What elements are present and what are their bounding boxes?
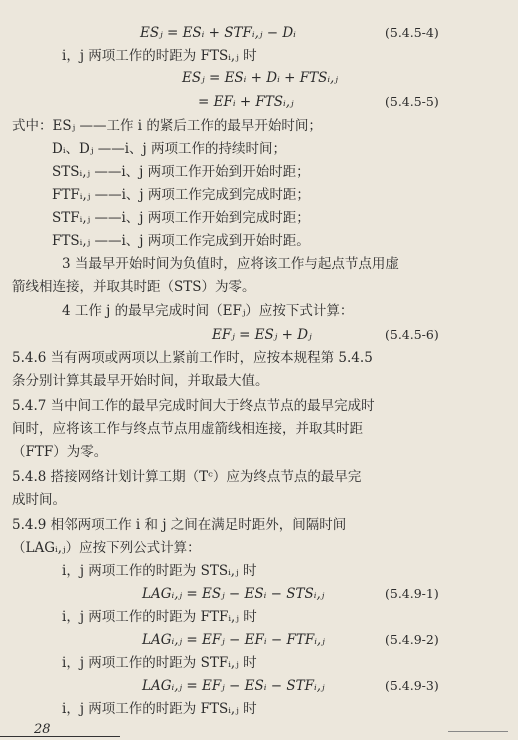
formula-5-4-9-1: LAGᵢ,ⱼ = ESⱼ − ESᵢ − STSᵢ,ⱼ — [142, 586, 325, 602]
condition-line: i，j 两项工作的时距为 STFᵢ,ⱼ 时 — [62, 655, 257, 671]
footer-rule — [0, 736, 120, 737]
clause-5-4-9: 5.4.9 相邻两项工作 i 和 j 之间在满足时距外，间隔时间 — [12, 517, 347, 533]
definition-line: FTFᵢ,ⱼ ——i、j 两项工作完成到完成时距； — [52, 187, 310, 203]
formula-5-4-5-5a: ESⱼ = ESᵢ + Dᵢ + FTSᵢ,ⱼ — [182, 70, 338, 86]
definition-line: Dᵢ、Dⱼ ——i、j 两项工作的持续时间； — [52, 141, 287, 157]
paragraph-line: 4 工作 j 的最早完成时间（EFⱼ）应按下式计算： — [62, 303, 354, 319]
clause-5-4-7: 5.4.7 当中间工作的最早完成时间大于终点节点的最早完成时 — [12, 398, 375, 414]
formula-number: (5.4.9-1) — [385, 586, 439, 601]
paragraph-line: 箭线相连接，并取其时距（STS）为零。 — [12, 279, 256, 295]
definition-line: FTSᵢ,ⱼ ——i、j 两项工作完成到开始时距。 — [52, 233, 310, 249]
clause-5-4-6: 5.4.6 当有两项或两项以上紧前工作时，应按本规程第 5.4.5 — [12, 350, 373, 366]
formula-number: (5.4.9-3) — [385, 678, 439, 693]
condition-line: i，j 两项工作的时距为 STSᵢ,ⱼ 时 — [62, 563, 257, 579]
definition-line: 式中：ESⱼ ——工作 i 的紧后工作的最早开始时间； — [12, 118, 322, 134]
paragraph-line: 3 当最早开始时间为负值时，应将该工作与起点节点用虚 — [62, 256, 399, 272]
paragraph-line: 间时，应将该工作与终点节点用虚箭线相连接，并取其时距 — [12, 421, 363, 437]
paragraph-line: （FTF）为零。 — [12, 444, 108, 460]
formula-5-4-5-6: EFⱼ = ESⱼ + Dⱼ — [212, 327, 312, 343]
paragraph-line: 成时间。 — [12, 492, 66, 508]
formula-number: (5.4.5-4) — [385, 25, 439, 40]
formula-number: (5.4.9-2) — [385, 632, 439, 647]
formula-5-4-5-4: ESⱼ = ESᵢ + STFᵢ,ⱼ − Dᵢ — [140, 25, 296, 41]
clause-5-4-8: 5.4.8 搭接网络计划计算工期（Tᶜ）应为终点节点的最早完 — [12, 469, 362, 485]
condition-line: i，j 两项工作的时距为 FTSᵢ,ⱼ 时 — [62, 701, 257, 717]
paragraph-line: （LAGᵢ,ⱼ）应按下列公式计算： — [12, 540, 201, 556]
formula-5-4-9-2: LAGᵢ,ⱼ = EFⱼ − EFᵢ − FTFᵢ,ⱼ — [142, 632, 325, 648]
definition-line: STFᵢ,ⱼ ——i、j 两项工作开始到完成时距； — [52, 210, 310, 226]
footer-rule-right — [448, 731, 508, 732]
definition-line: STSᵢ,ⱼ ——i、j 两项工作开始到开始时距； — [52, 164, 310, 180]
condition-line: i，j 两项工作的时距为 FTFᵢ,ⱼ 时 — [62, 609, 257, 625]
formula-number: (5.4.5-5) — [385, 94, 439, 109]
formula-5-4-5-5b: = EFᵢ + FTSᵢ,ⱼ — [198, 94, 294, 110]
paragraph-line: 条分别计算其最早开始时间，并取最大值。 — [12, 373, 269, 389]
formula-5-4-9-3: LAGᵢ,ⱼ = EFⱼ − ESᵢ − STFᵢ,ⱼ — [142, 678, 325, 694]
condition-line: i，j 两项工作的时距为 FTSᵢ,ⱼ 时 — [62, 48, 257, 64]
page-number: 28 — [34, 722, 51, 737]
formula-number: (5.4.5-6) — [385, 327, 439, 342]
